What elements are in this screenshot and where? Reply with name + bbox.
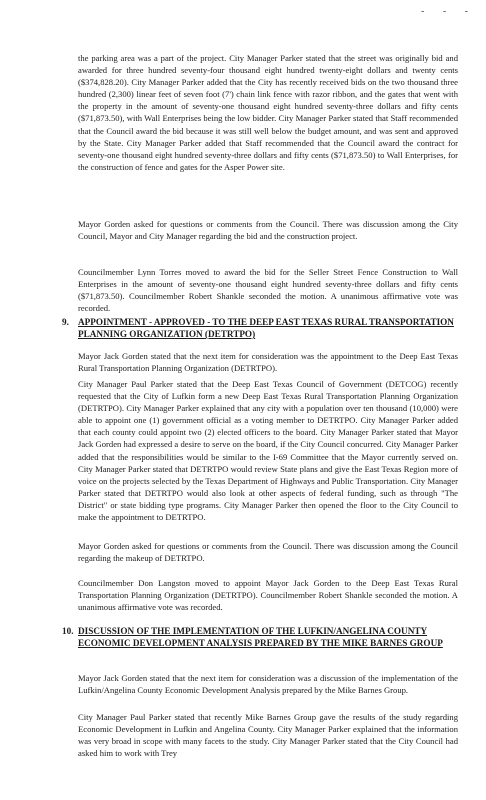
paragraph-detrtpo-details: City Manager Paul Parker stated that the Deep East Texas Council of Government (DETCOG) recently requested that the City of Lufkin form a new Deep East Texas Rural Transportation Planning Organization (DETRTPO). City Manager Parker explained that any city with a population over ten thousand (10,000) were able to appoint one (1) government official as a voting member to DETRTPO. City Manager Parker added that each county could appoint two (2) elected officers to the board. City Manager Parker stated that Mayor Jack Gorden had expressed a desire to serve on the board, if the City Council concurred. City Manager Parker added that the responsibilities would be similar to the I-69 Committee that the Mayor currently served on. City Manager Parker stated that DETRTPO would review State plans and give the East Texas Region more of voice on the projects selected by the Texas Department of Highways and Public Transportation. City Manager Parker stated that DETRTPO would also look at other aspects of federal funding, such as through "The District" or state bidding type programs. City Manager Parker then opened the floor to the City Council to make the appointment to DETRTPO. [78, 379, 458, 523]
section-heading-10 [62, 625, 462, 649]
paragraph-motion-fence: Councilmember Lynn Torres moved to award the bid for the Seller Street Fence Construction to Wall Enterprises in the amount of seventy-one thousand eight hundred seventy-three dollars and fifty cents ($71,873.50). Councilmember Robert Shankle seconded the motion. A unanimous affirmative vote was recorded. [78, 267, 458, 314]
section-number-9: 9. [62, 317, 69, 327]
paragraph-council-questions-detrtpo: Mayor Gorden asked for questions or comments from the Council. There was discussion among the Council regarding the makeup of DETRTPO. [78, 541, 458, 564]
paragraph-fence-bid: the parking area was a part of the project. City Manager Parker stated that the street was originally bid and awarded for three hundred seventy-four thousand eight hundred twenty-eight dollars and twenty cents ($374,828.20). City Manager Parker added that the City has recently received bids on the two thousand three hundred (2,300) linear feet of seven foot (7') chain link fence with razor ribbon, and the gates that went with the property in the amount of seventy-one thousand eight hundred seventy-three dollars and fifty cents ($71,873.50), with Wall Enterprises being the low bidder. City Manager Parker stated that Staff recommended that the Council award the bid because it was still well below the budget amount, and was sent and approved by the State. City Manager Parker added that Staff recommended that the Council award the contract for seventy-one thousand eight hundred seventy-three dollars and fifty cents ($71,873.50) to Wall Enterprises, for the construction of fence and gates for the Asper Power site. [78, 53, 458, 172]
header-marks: - - - [421, 6, 476, 17]
section-number-10: 10. [62, 626, 74, 636]
paragraph-detrtpo-intro: Mayor Jack Gorden stated that the next item for consideration was the appointment to the Deep East Texas Rural Transportation Planning Organization (DETRTPO). [78, 351, 458, 374]
paragraph-motion-detrtpo: Councilmember Don Langston moved to appoint Mayor Jack Gorden to the Deep East Texas Rural Transportation Planning Organization (DETRTPO). Councilmember Robert Shankle seconded the motion. A unanimous affirmative vote was recorded. [78, 578, 458, 613]
section-heading-9 [62, 316, 462, 340]
paragraph-council-questions-bid: Mayor Gorden asked for questions or comments from the Council. There was discussion among the City Council, Mayor and City Manager regarding the bid and the construction project. [78, 219, 458, 242]
paragraph-economic-details: City Manager Paul Parker stated that recently Mike Barnes Group gave the results of the study regarding Economic Development in Lufkin and Angelina County. City Manager Parker explained that the information was very broad in scope with many facets to the study. City Manager Parker stated that the City Council had asked him to work with Trey [78, 712, 458, 759]
section-title-10: DISCUSSION OF THE IMPLEMENTATION OF THE LUFKIN/ANGELINA COUNTY ECONOMIC DEVELOPMENT ANALYSIS PREPARED BY THE MIKE BARNES GROUP [78, 626, 443, 648]
paragraph-economic-intro: Mayor Jack Gorden stated that the next item for consideration was a discussion of the implementation of the Lufkin/Angelina County Economic Development Analysis prepared by the Mike Barnes Group. [78, 673, 458, 696]
section-title-9: APPOINTMENT - APPROVED - TO THE DEEP EAST TEXAS RURAL TRANSPORTATION PLANNING ORGANIZATION (DETRTPO) [78, 317, 454, 339]
